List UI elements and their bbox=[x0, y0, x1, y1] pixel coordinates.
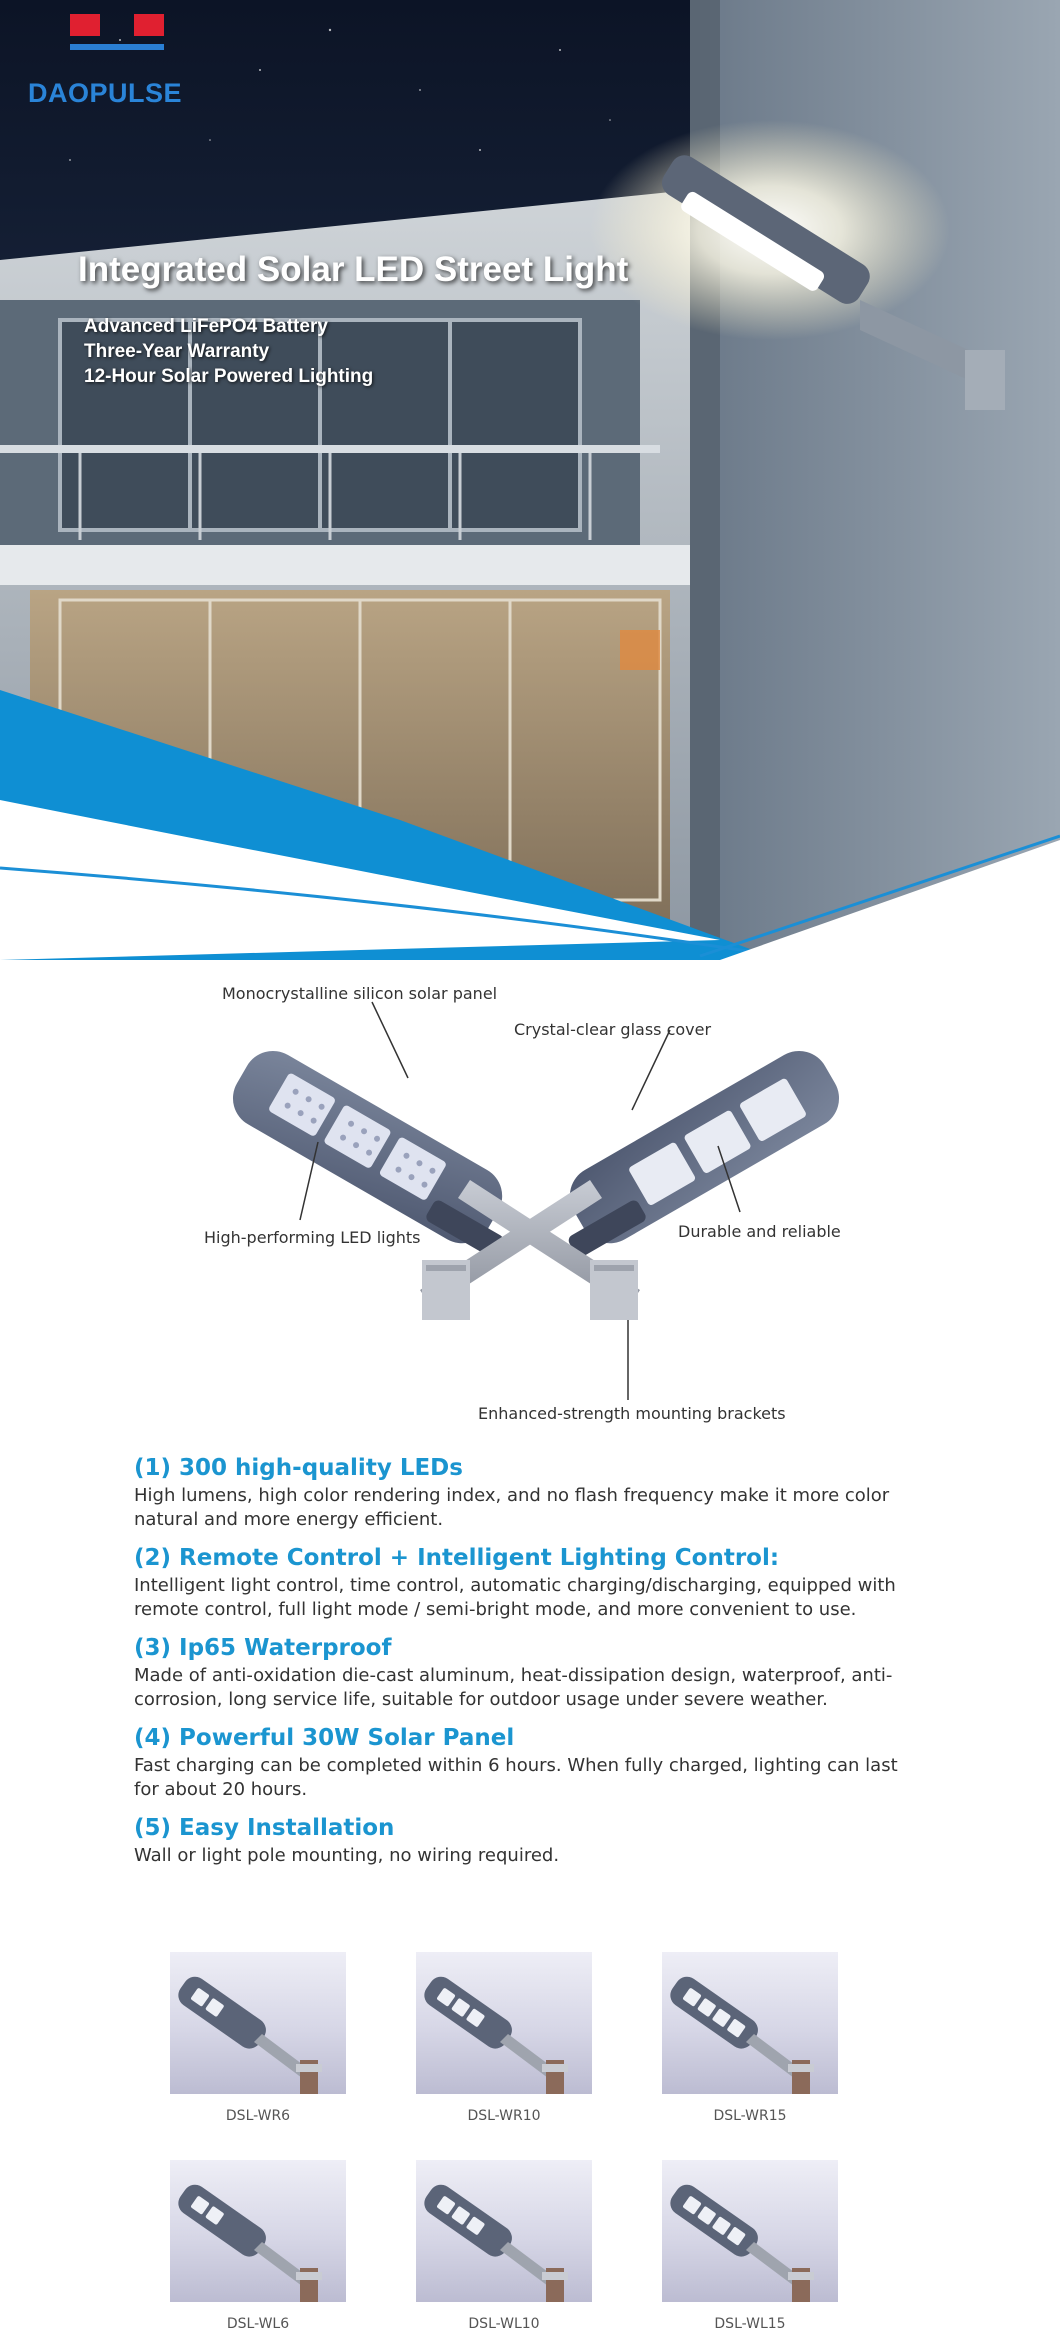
hero-feature-list bbox=[84, 314, 373, 389]
product-label: DSL-WR10 bbox=[467, 2108, 541, 2124]
feature-title: (2) Remote Control + Intelligent Lighting Control: bbox=[134, 1545, 780, 1571]
hero-banner bbox=[0, 0, 1060, 960]
hero-background-image bbox=[0, 0, 1060, 960]
product-image-dsl-wl6[interactable] bbox=[170, 2160, 346, 2302]
feature-body: High lumens, high color rendering index, and no flash frequency make it more color natural and more energy efficient. bbox=[134, 1485, 890, 1530]
logo-bar bbox=[70, 44, 164, 50]
callout-solar-panel: Monocrystalline silicon solar panel bbox=[222, 984, 498, 1003]
street-light-thumbnail bbox=[416, 1952, 592, 2094]
hero-title: Integrated Solar LED Street Light bbox=[78, 250, 629, 289]
product-image-dsl-wr15[interactable] bbox=[662, 1952, 838, 2094]
feature-item bbox=[134, 1542, 924, 1622]
brand-logo bbox=[28, 14, 188, 108]
feature-item bbox=[134, 1452, 924, 1532]
feature-body: Wall or light pole mounting, no wiring required. bbox=[134, 1845, 560, 1866]
logo-mark-right bbox=[134, 14, 164, 36]
product-image-dsl-wl10[interactable] bbox=[416, 2160, 592, 2302]
product-label: DSL-WR6 bbox=[225, 2108, 291, 2124]
feature-title: (5) Easy Installation bbox=[134, 1815, 395, 1841]
logo-mark-left bbox=[70, 14, 100, 36]
feature-body: Fast charging can be completed within 6 hours. When fully charged, lighting can last for about 20 hours. bbox=[134, 1755, 898, 1800]
feature-body: Intelligent light control, time control, automatic charging/discharging, equipped with remote control, full light mode / semi-bright mode, and more convenient to use. bbox=[134, 1575, 896, 1620]
feature-item bbox=[134, 1812, 924, 1868]
hero-feature-item: Three-Year Warranty bbox=[84, 341, 270, 362]
product-image-dsl-wl15[interactable] bbox=[662, 2160, 838, 2302]
street-light-thumbnail bbox=[170, 1952, 346, 2094]
callout-led-lights: High-performing LED lights bbox=[204, 1228, 421, 1247]
brand-name: DAOPULSE bbox=[28, 78, 183, 108]
hero-feature-item: 12-Hour Solar Powered Lighting bbox=[84, 366, 374, 387]
feature-title: (1) 300 high-quality LEDs bbox=[134, 1455, 463, 1481]
product-label: DSL-WL10 bbox=[468, 2316, 540, 2332]
product-label: DSL-WR15 bbox=[713, 2108, 787, 2124]
feature-list bbox=[134, 1452, 924, 1878]
feature-item bbox=[134, 1722, 924, 1802]
hero-feature-item: Advanced LiFePO4 Battery bbox=[84, 316, 328, 337]
product-image-dsl-wr10[interactable] bbox=[416, 1952, 592, 2094]
product-image-dsl-wr6[interactable] bbox=[170, 1952, 346, 2094]
street-light-thumbnail bbox=[416, 2160, 592, 2302]
feature-title: (4) Powerful 30W Solar Panel bbox=[134, 1725, 515, 1751]
callout-brackets: Enhanced-strength mounting brackets bbox=[478, 1404, 786, 1423]
product-label: DSL-WL6 bbox=[226, 2316, 290, 2332]
feature-title: (3) Ip65 Waterproof bbox=[134, 1635, 392, 1661]
feature-item bbox=[134, 1632, 924, 1712]
product-diagram bbox=[0, 960, 1060, 1440]
callout-durable: Durable and reliable bbox=[678, 1222, 841, 1241]
product-label: DSL-WL15 bbox=[714, 2316, 786, 2332]
callout-glass-cover: Crystal-clear glass cover bbox=[514, 1020, 712, 1039]
street-light-thumbnail bbox=[662, 1952, 838, 2094]
feature-body: Made of anti-oxidation die-cast aluminum, heat-dissipation design, waterproof, anti-corrosion, long service life, suitable for outdoor usage under severe weather. bbox=[134, 1665, 893, 1710]
street-light-thumbnail bbox=[662, 2160, 838, 2302]
street-light-thumbnail bbox=[170, 2160, 346, 2302]
